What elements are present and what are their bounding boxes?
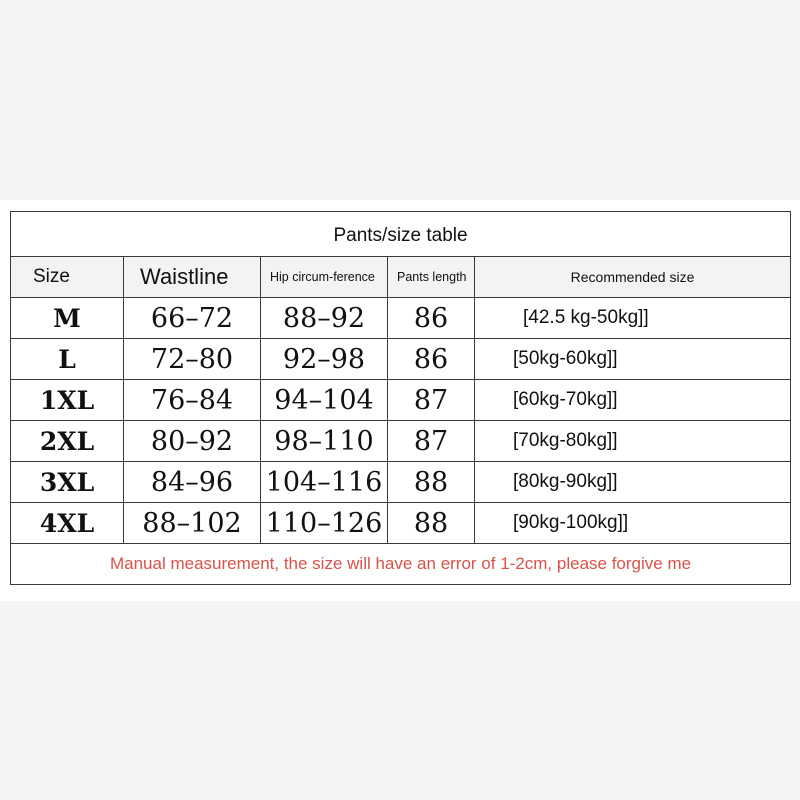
table-row: [11, 298, 791, 339]
cell-waist: 80–92: [124, 421, 261, 462]
header-size: Size: [11, 257, 124, 298]
table-row: [11, 380, 791, 421]
cell-waist: 84–96: [124, 462, 261, 503]
cell-hip: 104–116: [261, 462, 388, 503]
cell-length: 88: [388, 503, 475, 544]
size-chart-card: [0, 200, 800, 601]
cell-waist: 88–102: [124, 503, 261, 544]
cell-waist: 66–72: [124, 298, 261, 339]
cell-hip: 92–98: [261, 339, 388, 380]
cell-hip: 110–126: [261, 503, 388, 544]
cell-size: 1XL: [11, 380, 124, 421]
cell-length: 86: [388, 339, 475, 380]
header-recommended: Recommended size: [475, 257, 791, 298]
cell-size: 3XL: [11, 462, 124, 503]
cell-recommended: [90kg-100kg]]: [475, 503, 791, 544]
header-row: [11, 257, 791, 298]
table-row: [11, 339, 791, 380]
cell-size: 4XL: [11, 503, 124, 544]
cell-size: L: [11, 339, 124, 380]
cell-length: 87: [388, 421, 475, 462]
cell-recommended: [50kg-60kg]]: [475, 339, 791, 380]
cell-hip: 94–104: [261, 380, 388, 421]
header-hip: Hip circum-ference: [261, 257, 388, 298]
table-title: Pants/size table: [11, 212, 791, 257]
cell-recommended: [42.5 kg-50kg]]: [475, 298, 791, 339]
size-table: [10, 211, 791, 585]
cell-length: 87: [388, 380, 475, 421]
cell-hip: 98–110: [261, 421, 388, 462]
cell-waist: 72–80: [124, 339, 261, 380]
cell-size: 2XL: [11, 421, 124, 462]
cell-size: M: [11, 298, 124, 339]
cell-hip: 88–92: [261, 298, 388, 339]
cell-length: 86: [388, 298, 475, 339]
cell-recommended: [60kg-70kg]]: [475, 380, 791, 421]
cell-recommended: [80kg-90kg]]: [475, 462, 791, 503]
cell-length: 88: [388, 462, 475, 503]
cell-waist: 76–84: [124, 380, 261, 421]
header-length: Pants length: [388, 257, 475, 298]
header-waistline: Waistline: [124, 257, 261, 298]
table-row: [11, 462, 791, 503]
measurement-note: Manual measurement, the size will have an error of 1-2cm, please forgive me: [11, 544, 791, 585]
cell-recommended: [70kg-80kg]]: [475, 421, 791, 462]
table-row: [11, 421, 791, 462]
table-row: [11, 503, 791, 544]
